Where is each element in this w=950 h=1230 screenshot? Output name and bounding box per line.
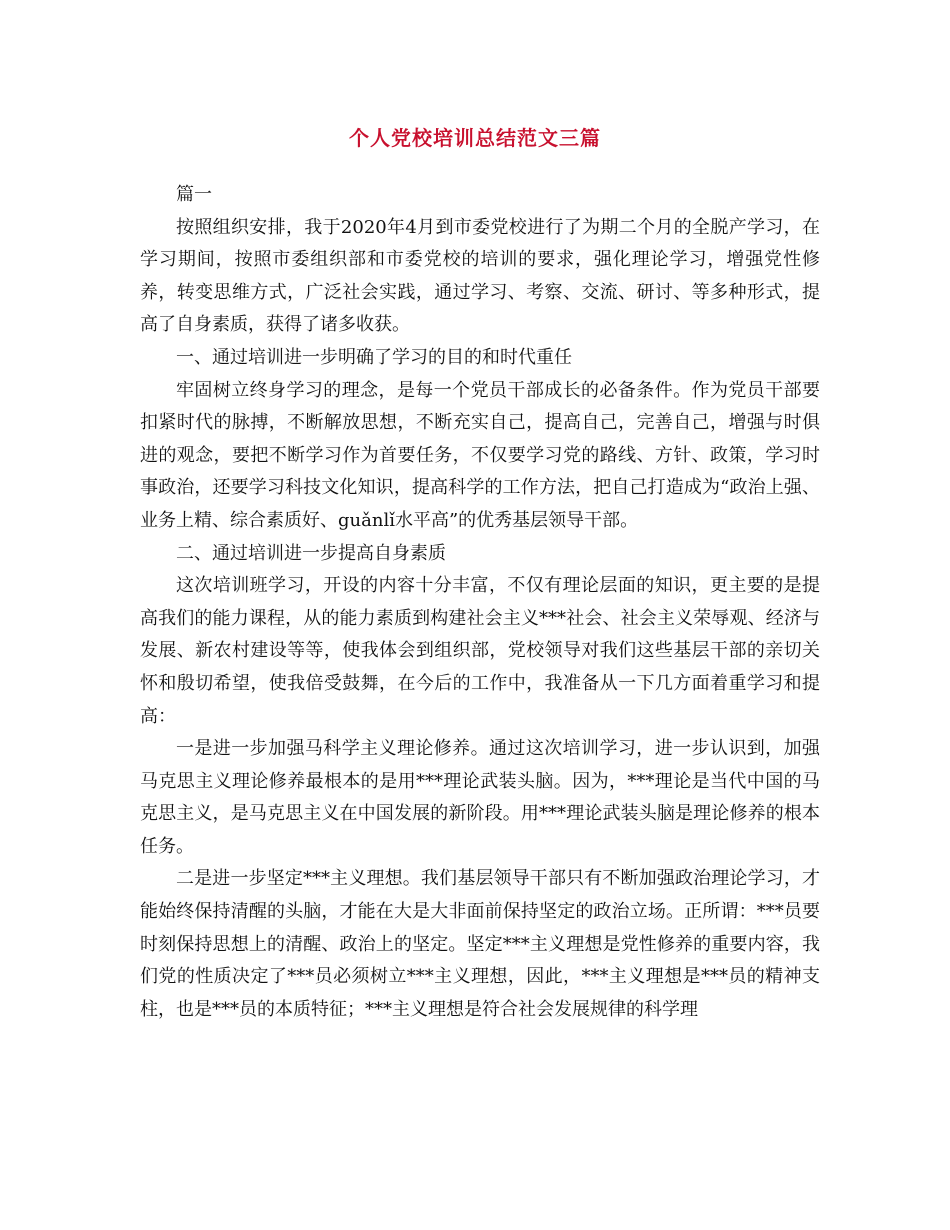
paragraph-training-content: 这次培训班学习，开设的内容十分丰富，不仅有理论层面的知识，更主要的是提高我们的能力课程，从的能力素质到构建社会主义***社会、社会主义荣辱观、经济与发展、新农村建设等等，使我体会到组织部，党校领导对我们这些基层干部的亲切关怀和殷切希望，使我倍受鼓舞，在今后的工作中，我准备从一下几方面着重学习和提高： (140, 575, 820, 727)
section-heading-one: 一、通过培训进一步明确了学习的目的和时代重任 (176, 346, 572, 368)
paragraph-lifelong-learning: 牢固树立终身学习的理念，是每一个党员干部成长的必备条件。作为党员干部要扣紧时代的脉搏，不断解放思想，不断充实自己，提高自己，完善自己，增强与时俱进的观念，要把不断学习作为首要任务，不仅要学习党的路线、方针、政策，学习时事政治，还要学习科技文化知识，提高科学的工作方法，把自己打造成为“政治上强、业务上精、综合素质好、guǎnlǐ水平高”的优秀基层领导干部。 (140, 379, 820, 531)
paragraph-ideals: 二是进一步坚定***主义理想。我们基层领导干部只有不断加强政治理论学习，才能始终保持清醒的头脑，才能在大是大非面前保持坚定的政治立场。正所谓：***员要时刻保持思想上的清醒、政治上的坚定。坚定***主义理想是党性修养的重要内容，我们党的性质决定了***员必须树立***主义理想，因此，***主义理想是***员的精神支柱，也是***员的本质特征；***主义理想是符合社会发展规律的科学理 (140, 868, 820, 1020)
paragraph-intro: 按照组织安排，我于2020年4月到市委党校进行了为期二个月的全脱产学习，在学习期间，按照市委组织部和市委党校的培训的要求，强化理论学习，增强党性修养，转变思维方式，广泛社会实践，通过学习、考察、交流、研讨、等多种形式，提高了自身素质，获得了诸多收获。 (140, 216, 820, 336)
section-heading-part-one: 篇一 (176, 184, 212, 205)
document-body (140, 179, 820, 1026)
document-title: 个人党校培训总结范文三篇 (349, 126, 601, 150)
section-heading-two: 二、通过培训进一步提高自身素质 (176, 542, 446, 564)
paragraph-theory-cultivation: 一是进一步加强马科学主义理论修养。通过这次培训学习，进一步认识到，加强马克思主义理论修养最根本的是用***理论武装头脑。因为，***理论是当代中国的马克思主义，是马克思主义在中国发展的新阶段。用***理论武装头脑是理论修养的根本任务。 (140, 738, 820, 857)
